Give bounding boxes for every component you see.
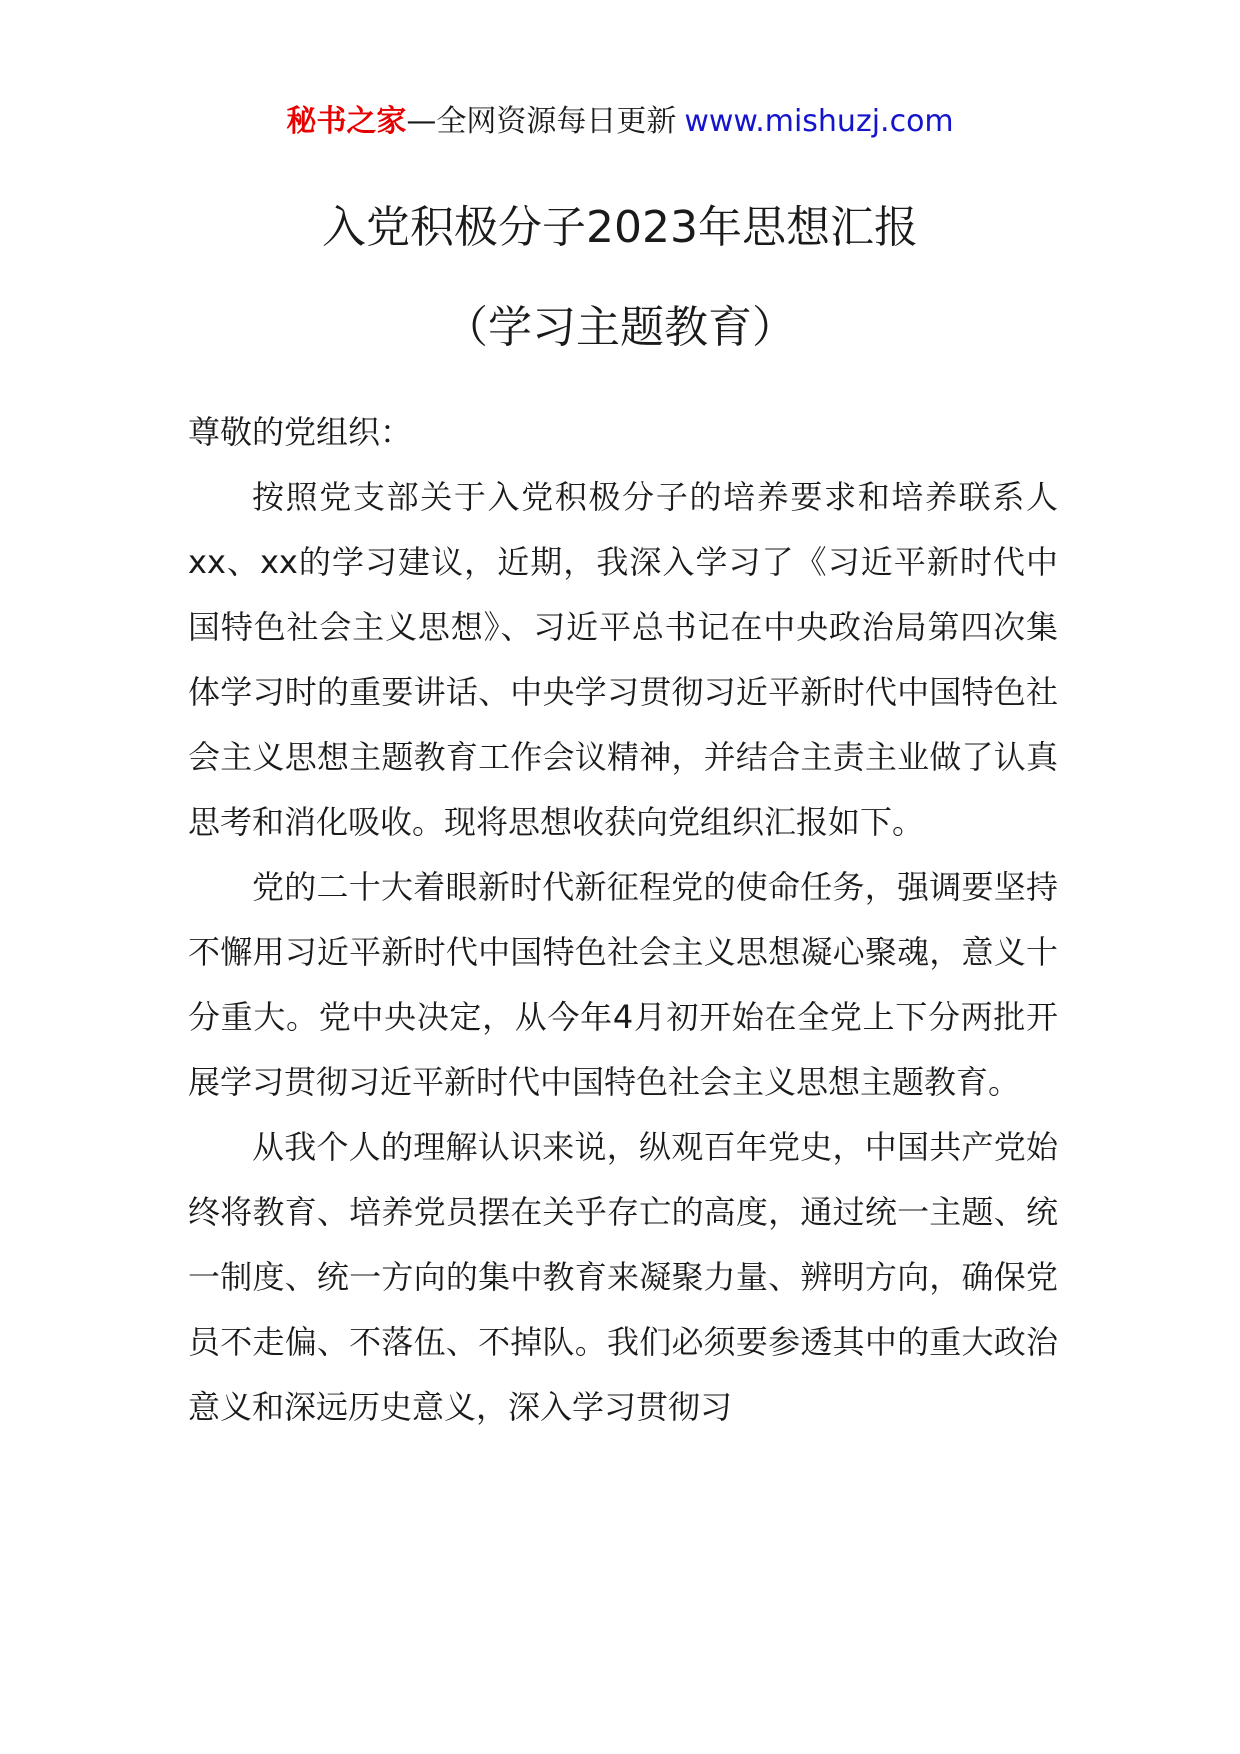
site-header [0, 100, 1240, 144]
salutation: 尊敬的党组织： [188, 413, 413, 451]
body-paragraph-2: 党的二十大着眼新时代新征程党的使命任务，强调要坚持不懈用习近平新时代中国特色社会主义思想凝心聚魂，意义十分重大。党中央决定，从今年4月初开始在全党上下分两批开展学习贯彻习近平新时代中国特色社会主义思想主题教育。 [188, 868, 1058, 1101]
site-url-link[interactable]: www.mishuzj.com [684, 104, 954, 139]
brand-name: 秘书之家 [286, 104, 407, 139]
document-body [188, 400, 1058, 1440]
site-slogan: —全网资源每日更新 [406, 104, 677, 139]
body-paragraph-1: 按照党支部关于入党积极分子的培养要求和培养联系人xx、xx的学习建议，近期，我深入学习了《习近平新时代中国特色社会主义思想》、习近平总书记在中央政治局第四次集体学习时的重要讲话、中央学习贯彻习近平新时代中国特色社会主义思想主题教育工作会议精神，并结合主责主业做了认真思考和消化吸收。现将思想收获向党组织汇报如下。 [188, 478, 1058, 841]
body-paragraph-3: 从我个人的理解认识来说，纵观百年党史，中国共产党始终将教育、培养党员摆在关乎存亡的高度，通过统一主题、统一制度、统一方向的集中教育来凝聚力量、辨明方向，确保党员不走偏、不落伍、不掉队。我们必须要参透其中的重大政治意义和深远历史意义，深入学习贯彻习 [188, 1128, 1058, 1426]
document-title: 入党积极分子2023年思想汇报 [322, 202, 918, 253]
document-subtitle: （学习主题教育） [444, 302, 796, 353]
